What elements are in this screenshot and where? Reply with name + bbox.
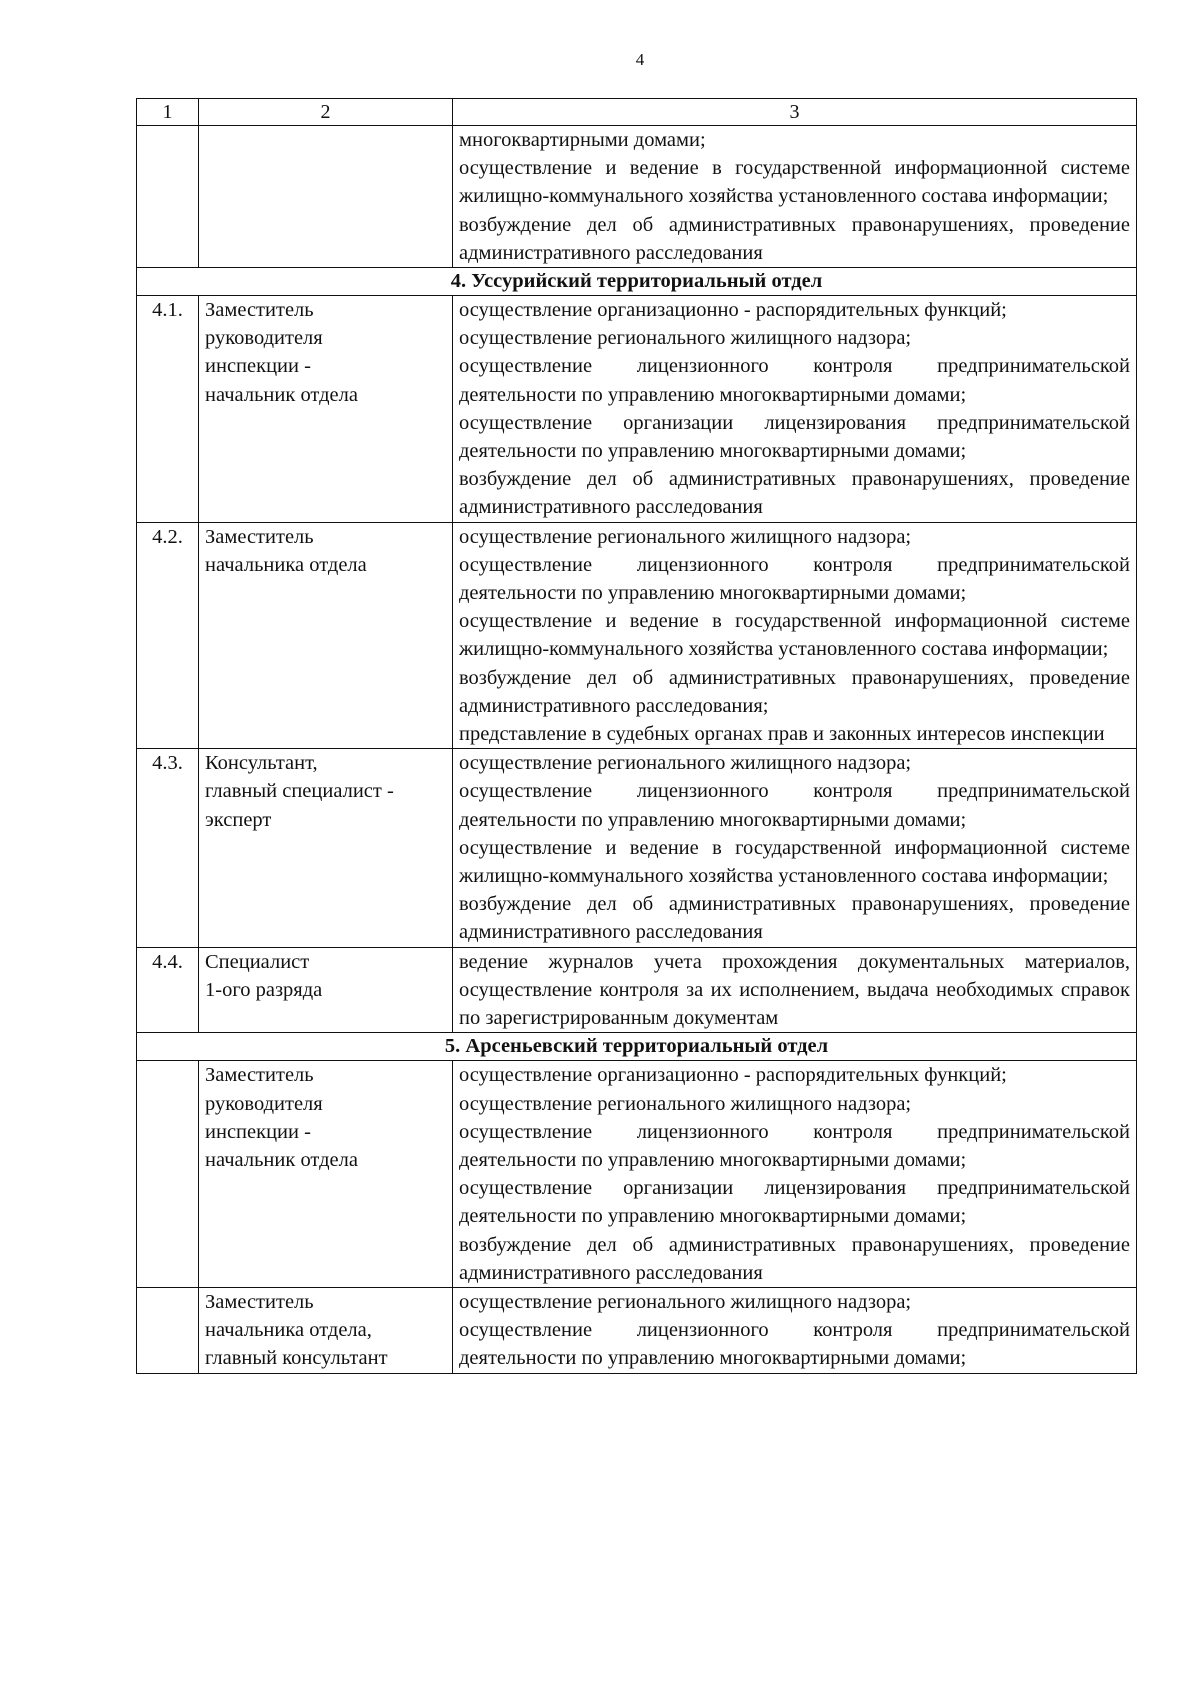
duty-item: осуществление организации лицензирования предпринимательской деятельности по управлению многоквартирными домами; (459, 1177, 1130, 1228)
duties-cell (453, 296, 1137, 523)
duties-cell (453, 749, 1137, 947)
position-line: инспекции - (205, 355, 311, 378)
duties-cell (453, 1061, 1137, 1288)
position-line: эксперт (205, 808, 272, 831)
table-row (137, 749, 1137, 947)
position-cell (199, 126, 453, 268)
position-line: Консультант, (205, 752, 318, 775)
duties-cell (453, 126, 1137, 268)
position-line: Заместитель (205, 1290, 314, 1313)
table-header-row (137, 99, 1137, 126)
column-header-1: 1 (137, 99, 199, 126)
duty-item: многоквартирными домами; (459, 129, 706, 151)
duty-item: возбуждение дел об административных правонарушениях, проведение административного расследования; (459, 666, 1130, 717)
section-title: 5. Арсеньевский территориальный отдел (137, 1033, 1137, 1061)
position-line: инспекции - (205, 1120, 311, 1143)
position-cell (199, 947, 453, 1033)
duty-item: осуществление лицензионного контроля предпринимательской деятельности по управлению многоквартирными домами; (459, 355, 1130, 406)
duty-item: осуществление регионального жилищного надзора; (459, 525, 912, 548)
position-line: начальника отдела, (205, 1319, 372, 1342)
position-line: начальника отдела (205, 553, 367, 576)
duty-item: осуществление лицензионного контроля предпринимательской деятельности по управлению многоквартирными домами; (459, 780, 1130, 831)
row-number (137, 126, 199, 268)
table-row (137, 126, 1137, 268)
position-cell (199, 1287, 453, 1373)
position-line: начальник отдела (205, 1148, 358, 1171)
table-row (137, 1061, 1137, 1288)
duty-item: осуществление организации лицензирования предпринимательской деятельности по управлению многоквартирными домами; (459, 411, 1130, 463)
duties-cell (453, 1287, 1137, 1373)
duty-item: возбуждение дел об административных правонарушениях, проведение административного расследования (459, 893, 1130, 944)
duty-item: осуществление и ведение в государственной информационной системе жилищно-коммунального хозяйства установленного состава информации; (459, 610, 1130, 661)
duty-item: представление в судебных органах прав и законных интересов инспекции (459, 723, 1105, 746)
position-line: Специалист (205, 950, 310, 973)
duty-item: осуществление регионального жилищного надзора; (459, 1092, 912, 1115)
position-line: руководителя (205, 327, 323, 350)
section-row (137, 268, 1137, 296)
column-header-3: 3 (453, 99, 1137, 126)
position-line: руководителя (205, 1092, 323, 1115)
duty-item: осуществление регионального жилищного надзора; (459, 1290, 912, 1313)
duty-item: возбуждение дел об административных правонарушениях, проведение административного расследования (459, 1233, 1130, 1284)
row-number (137, 1061, 199, 1288)
row-number: 4.4. (137, 947, 199, 1033)
column-header-2: 2 (199, 99, 453, 126)
position-line: Заместитель (205, 525, 314, 548)
duty-item: осуществление регионального жилищного надзора; (459, 327, 912, 350)
table-row (137, 1287, 1137, 1373)
duty-item: осуществление и ведение в государственной информационной системе жилищно-коммунального хозяйства установленного состава информации; (459, 836, 1130, 888)
table-row (137, 947, 1137, 1033)
duty-item: осуществление лицензионного контроля предпринимательской деятельности по управлению многоквартирными домами; (459, 1319, 1130, 1370)
position-line: Заместитель (205, 299, 314, 322)
page-number: 4 (635, 50, 645, 69)
position-line: Заместитель (205, 1064, 314, 1087)
position-line: главный специалист - (205, 780, 394, 803)
table-row (137, 296, 1137, 523)
duties-table (136, 98, 1137, 1374)
table-row (137, 522, 1137, 749)
position-line: начальник отдела (205, 383, 358, 406)
position-line: главный консультант (205, 1347, 388, 1370)
position-line: 1-ого разряда (205, 978, 323, 1001)
duty-item: осуществление организационно - распорядительных функций; (459, 299, 1007, 322)
table-body (137, 126, 1137, 1374)
position-cell (199, 1061, 453, 1288)
row-number: 4.2. (137, 522, 199, 749)
position-cell (199, 296, 453, 523)
duty-item: осуществление и ведение в государственной информационной системе жилищно-коммунального хозяйства установленного состава информации; (459, 157, 1130, 208)
duty-item: осуществление регионального жилищного надзора; (459, 752, 912, 775)
position-cell (199, 522, 453, 749)
duty-item: осуществление организационно - распорядительных функций; (459, 1064, 1007, 1087)
duty-item: осуществление лицензионного контроля предпринимательской деятельности по управлению многоквартирными домами; (459, 1120, 1130, 1171)
duty-item: возбуждение дел об административных правонарушениях, проведение административного расследования (459, 468, 1130, 519)
duty-item: ведение журналов учета прохождения документальных материалов, осуществление контроля за их исполнением, выдача необходимых справок по зарегистрированным документам (459, 950, 1130, 1030)
position-cell (199, 749, 453, 947)
row-number (137, 1287, 199, 1373)
duty-item: осуществление лицензионного контроля предпринимательской деятельности по управлению многоквартирными домами; (459, 553, 1130, 605)
duty-item: возбуждение дел об административных правонарушениях, проведение административного расследования (459, 213, 1130, 264)
section-row (137, 1033, 1137, 1061)
row-number: 4.1. (137, 296, 199, 523)
row-number: 4.3. (137, 749, 199, 947)
duties-cell (453, 522, 1137, 749)
section-title: 4. Уссурийский территориальный отдел (137, 268, 1137, 296)
duties-cell (453, 947, 1137, 1033)
